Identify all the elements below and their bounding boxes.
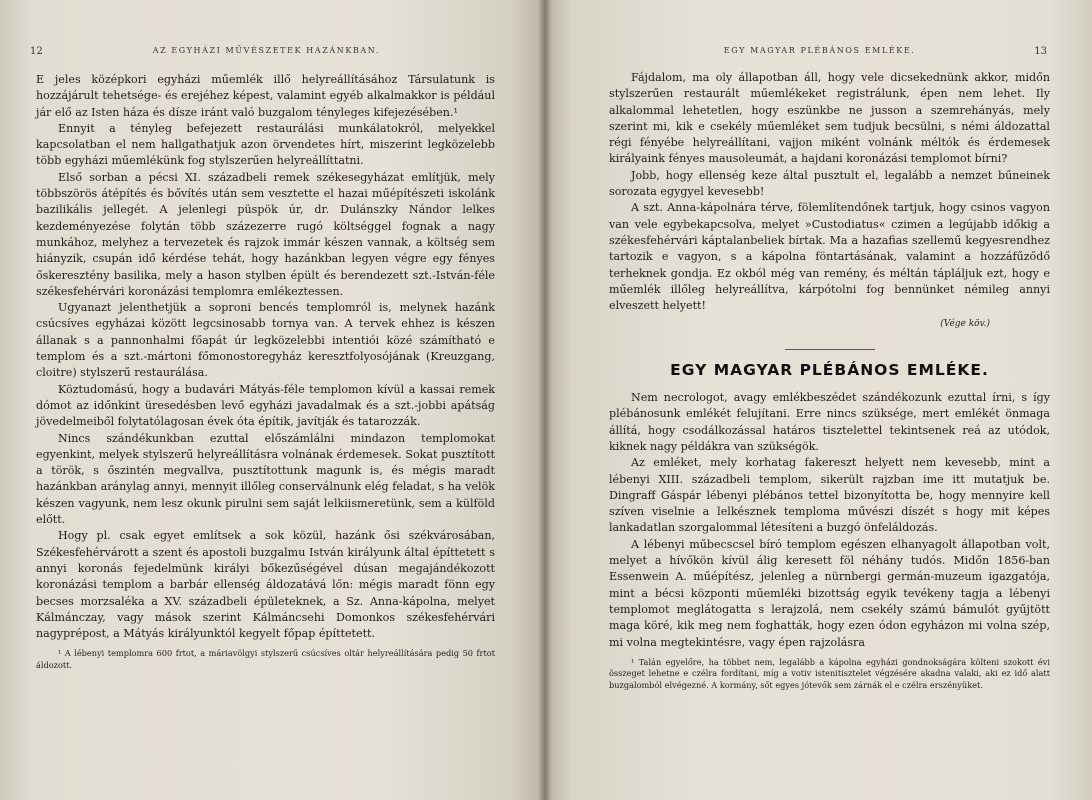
- paragraph: Nem necrologot, avagy emlékbeszédet szándékozunk ezuttal írni, s így plébánosunk emlékét felujítani. Erre nincs szüksége, mert emlékét önmaga állítá, hogy csodálkozással határos tisztelettel tekintsenek reá az utódok, kiknek nagy példákra van szükségök.: [609, 391, 1050, 453]
- footnote: ¹ Talán egyelőre, ha többet nem, legalább a kápolna egyházi gondnokságára költeni szokott évi összeget lehetne e czélra fordítani, míg a votiv istenitisztelet végzésére akadna valaki, aki ez idő alatt buzgalomból elvégezné. A kormány, sőt egyes jótevők sem zárnák el e czélra erszényüket.: [609, 656, 1050, 690]
- paragraph: A lébenyi műbecscsel bíró templom egészen elhanyagolt állapotban volt, melyet a hívőkön kívül álig keresett föl néhány tudós. Midőn 1856-ban Essenwein A. műépítész, jelenleg a nürnbergi germán-muzeum igazgatója, mint a bécsi központi műemléki bizottság egyik tevékeny tagja a lébenyi templomot meglátogatta s lerajzolá, nem csekély számú bámulót gyűjtött maga köré, kik meg nem foghatták, hogy ezen ódon egyházon mi volna szép, mi volna megtekintésre, vagy épen rajzolásra: [609, 537, 1050, 649]
- left-page: [0, 0, 545, 800]
- article-title: EGY MAGYAR PLÉBÁNOS EMLÉKE.: [670, 360, 989, 379]
- footnote: ¹ A lébenyi templomra 600 frtot, a máriavölgyi stylszerű csúcsíves oltár helyreállítására pedig 50 frtot áldozott.: [36, 648, 495, 670]
- running-title-left: AZ EGYHÁZI MŰVÉSZETEK HAZÁNKBAN.: [152, 46, 381, 55]
- paragraph: Fájdalom, ma oly állapotban áll, hogy vele dicsekednünk akkor, midőn stylszerűen restaurált műemlékeket registrálunk, épen nem lehet. Ily alkalommal lehetetlen, hogy eszünkbe ne jusson a szemrehányás, mely szerint mi, kik e csekély műemléket sem tudjuk becsülni, s némi áldozattal régi fényébe helyreállítani, vajjon miként volnánk méltók és érdemesek királyaink fényes mausoleumát, a hajdani koronázási templomot bírni?: [609, 71, 1050, 166]
- paragraph: Hogy pl. csak egyet említsek a sok közül, hazánk ősi székvárosában, Székesfehérvárott a szent és apostoli buzgalmu István királyunk által építtetett s annyi koronás fejedelmünk királyi bőkezűségével dúsan megajándékozott koronázási templom a barbár ellenség áldozatává lőn: mégis maradt fönn egy becses morzsaléka a XV. századbeli épületeknek, a Sz. Anna-kápolna, melyet Kálmánczay, vagy mások szerint Kálmáncsehi Domonkos székesfehérvári nagyprépost, a Mátyás királyunktól kegyelt főpap építtetett.: [36, 529, 495, 641]
- paragraph: Nincs szándékunkban ezuttal előszámlálni mindazon templomokat egyenkint, melyek stylszerű helyreállításra volnának érdemesek. Sokat pusztított a török, s őszintén megvallva, pusztítottunk magunk is, és mégis maradt hazánkban aránylag annyi, mennyit illőleg conserválnunk elég feladat, s ha velök készen vagyunk, nem lesz okunk pirulni sem saját lelkiismeretünk, sem a külföld előtt.: [36, 431, 495, 527]
- page-number-right: 13: [1034, 46, 1047, 57]
- paragraph: A szt. Anna-kápolnára térve, fölemlítendőnek tartjuk, hogy csinos vagyon van vele egybekapcsolva, melyet »Custodiatus« czimen a legújabb időkig a székesfehérvári káptalanbeliek bírtak. Ma a hazafias szellemű kegyesrendhez tartozik e vagyon, s a kápolna föntartásának, valamint a hozzáfűződő terheknek gondja. Ez okból még van remény, és méltán tápláljuk ezt, hogy e műemlék illőleg helyreállítva, kárpótolni fog bennünket némileg annyi elveszett helyett!: [609, 201, 1050, 313]
- paragraph: Köztudomású, hogy a budavári Mátyás-féle templomon kívül a kassai remek dómot az időnkint üresedésben levő egyházi javadalmak és a szt.-jobbi apátság jövedelmeiből folytatólagosan évek óta építik, javítják és tatarozzák.: [36, 382, 495, 429]
- section-divider: [785, 349, 875, 350]
- paragraph: Ennyit a tényleg befejezett restaurálási munkálatokról, melyekkel kapcsolatban el nem hallgathatjuk azon örvendetes hírt, miszerint legközelebb több egyházi műemlékünk fog stylszerűen helyreállíttatni.: [36, 121, 495, 168]
- left-body-text: [36, 72, 495, 642]
- continued-mark: (Vége köv.): [940, 319, 990, 330]
- right-body-text: [609, 70, 1050, 651]
- left-running-header: [30, 46, 490, 57]
- paragraph: Első sorban a pécsi XI. századbeli remek székesegyházat említjük, mely többszörös átépítés és bővítés után sem vesztette el hazai műépítészeti iskolánk bazilikális jellegét. A jelenlegi püspök úr, dr. Dulánszky Nándor lelkes kezdeményezése folytán több százezerre rugó költséggel fognak a nagy munkához, melyhez a tervezetek és rajzok immár készen vannak, a költség sem hiányzik, csupán idő kérdése tehát, hogy hazánkban legyen végre egy fényes őskeresztény basilika, mely a hason stylben épült és berendezett szt.-István-féle székesfehérvári koronázási templomra emlékeztessen.: [36, 170, 495, 298]
- paragraph: Az emléket, mely korhatag fakereszt helyett nem kevesebb, mint a lébenyi XIII. századbeli templom, sikerült rajzban ime itt mutatjuk be. Dingraff Gáspár lébenyi plébános tettel bizonyította be, hogy mennyire kell szíven viselnie a lelkésznek temploma művészi díszét s hogy mit képes lankadatlan szorgalommal létesíteni a buzgó önfeláldozás.: [609, 456, 1050, 535]
- right-footnotes: [609, 657, 1050, 692]
- right-page: [545, 0, 1092, 800]
- page-number-left: 12: [30, 46, 43, 57]
- paragraph: Ugyanazt jelenthetjük a soproni bencés templomról is, melynek hazánk csúcsíves egyházai között legcsinosabb tornya van. A tervek ehhez is készen állanak s a pannonhalmi főapát úr legközelebbi intentiói közé számítható e templom és a szt.-mártoni főmonostoregyház keresztfolyosójának (Kreuzgang, cloitre) stylszerű restaurálása.: [36, 301, 495, 380]
- paragraph: Jobb, hogy ellenség keze által pusztult el, legalább a nemzet bűneinek sorozata egygyel kevesebb!: [609, 168, 1050, 199]
- left-footnotes: [36, 648, 495, 671]
- right-running-header: [605, 46, 1047, 57]
- running-title-right: EGY MAGYAR PLÉBÁNOS EMLÉKE.: [723, 46, 916, 55]
- paragraph: E jeles középkori egyházi műemlék illő helyreállításához Társulatunk is hozzájárult tehetsége- és erejéhez képest, valamint egyéb alkalmakkor is például jár elő az Isten háza és dísze iránt való buzgalom tényleges kifejezésében.¹: [36, 73, 495, 119]
